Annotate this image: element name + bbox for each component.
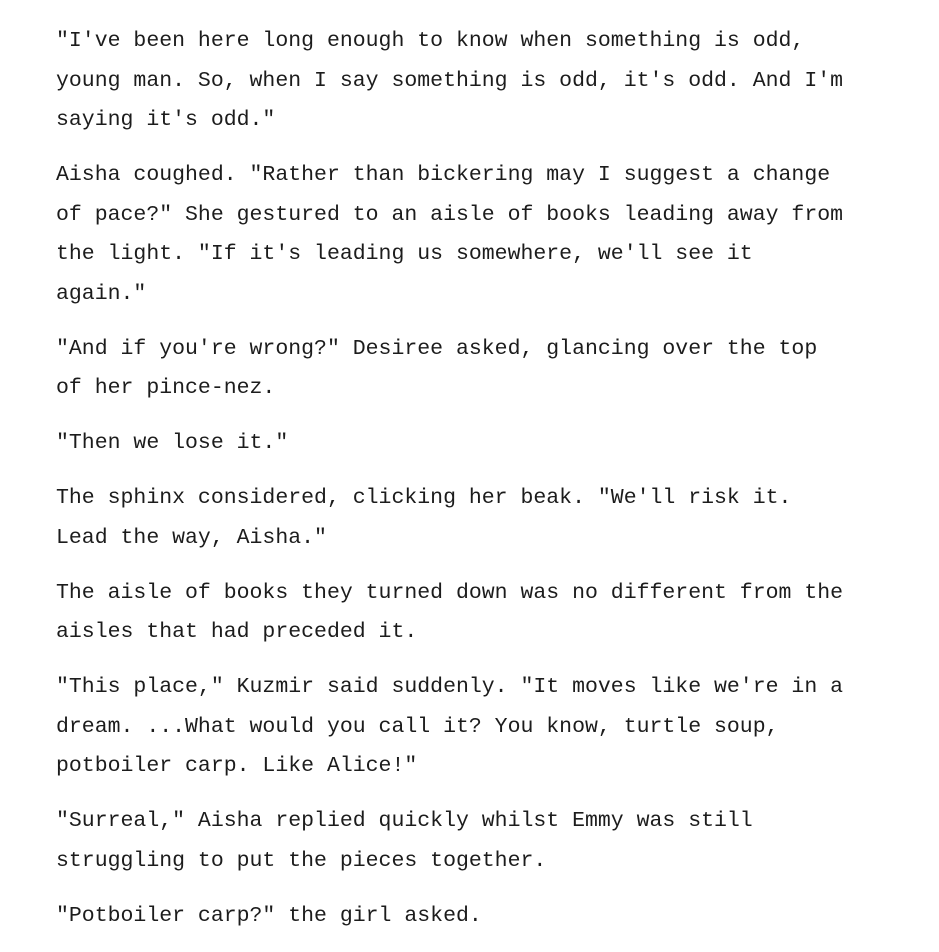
- text-line: aisles that had preceded it.: [56, 620, 418, 644]
- text-line: "And if you're wrong?" Desiree asked, glancing over the top: [56, 336, 818, 361]
- text-line: "This place," Kuzmir said suddenly. "It moves like we're in a: [56, 675, 844, 699]
- paragraph: [56, 156, 916, 314]
- text-line: The aisle of books they turned down was no different from the: [56, 580, 844, 605]
- text-line: potboiler carp. Like Alice!": [56, 754, 418, 778]
- text-line: struggling to put the pieces together.: [56, 848, 547, 873]
- document-page: [56, 22, 916, 952]
- paragraph: [56, 479, 916, 558]
- text-line: of her pince-nez.: [56, 376, 276, 400]
- paragraph: [56, 897, 916, 937]
- text-line: saying it's odd.": [56, 108, 276, 132]
- paragraph: [56, 668, 916, 787]
- text-line: young man. So, when I say something is odd, it's odd. And I'm: [56, 68, 844, 93]
- paragraph: [56, 802, 916, 881]
- text-line: dream. ...What would you call it? You know, turtle soup,: [56, 714, 779, 739]
- text-line: "Then we lose it.": [56, 431, 289, 455]
- text-line: "Potboiler carp?" the girl asked.: [56, 903, 482, 928]
- paragraph: [56, 330, 916, 409]
- text-line: of pace?" She gestured to an aisle of books leading away from: [56, 202, 844, 227]
- paragraph: [56, 424, 916, 464]
- text-line: the light. "If it's leading us somewhere, we'll see it: [56, 242, 753, 266]
- text-line: again.": [56, 281, 147, 306]
- paragraph: [56, 22, 916, 141]
- text-line: The sphinx considered, clicking her beak. "We'll risk it.: [56, 486, 792, 510]
- text-line: Aisha coughed. "Rather than bickering may I suggest a change: [56, 163, 831, 187]
- text-line: Lead the way, Aisha.": [56, 525, 327, 550]
- paragraph: [56, 574, 916, 653]
- text-line: "I've been here long enough to know when something is odd,: [56, 29, 805, 53]
- text-line: "Surreal," Aisha replied quickly whilst Emmy was still: [56, 809, 753, 833]
